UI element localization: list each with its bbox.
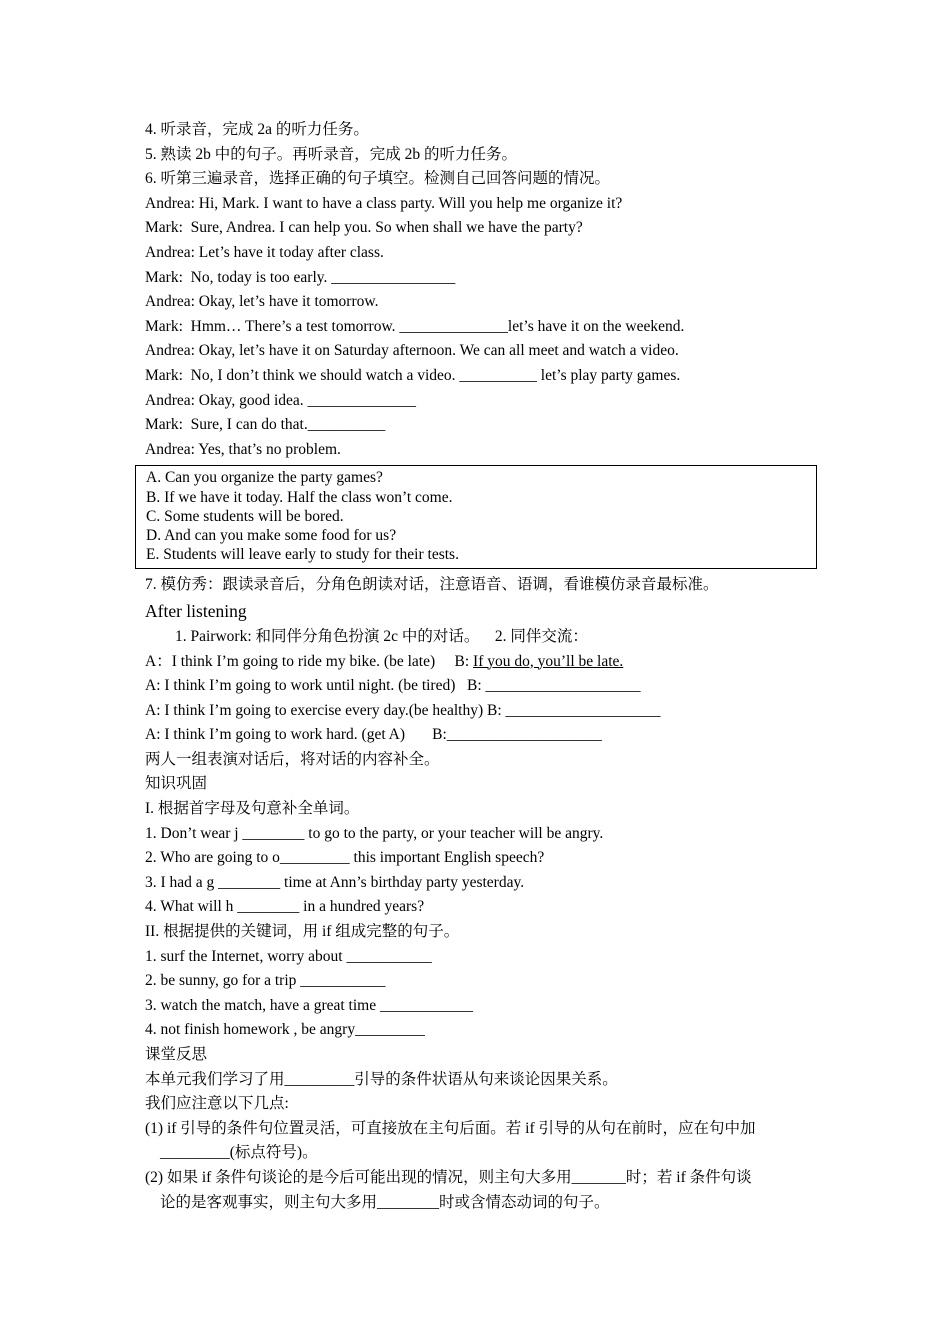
dialogue-line: Mark: No, today is too early. ________________ — [145, 268, 456, 286]
exchange-line — [145, 650, 820, 675]
exchange-line: A: I think I’m going to work hard. (get A) B:____________________ — [145, 726, 602, 744]
if-sentence-item: 1. surf the Internet, worry about ___________ — [145, 947, 432, 965]
reflection-note: 我们应注意以下几点: — [145, 1095, 289, 1113]
answer-option: D. And can you make some food for us? — [146, 526, 397, 544]
if-sentence-title: II. 根据提供的关键词，用 if 组成完整的句子。 — [145, 923, 460, 941]
answer-option: C. Some students will be bored. — [146, 507, 344, 525]
word-completion-item: 2. Who are going to o_________ this important English speech? — [145, 849, 545, 867]
practice-note: 两人一组表演对话后，将对话的内容补全。 — [145, 750, 440, 768]
answer-options-box — [135, 465, 817, 569]
reflection-heading: 课堂反思 — [145, 1046, 208, 1064]
dialogue-line: Andrea: Let’s have it today after class. — [145, 243, 384, 261]
exchange-prompt: A：I think I’m going to ride my bike. (be late) B: — [145, 652, 474, 670]
reflection-point-2-continued: 论的是客观事实，则主句大多用________时或含情态动词的句子。 — [160, 1193, 610, 1211]
dialogue-line: Mark: Sure, Andrea. I can help you. So when shall we have the party? — [145, 219, 583, 237]
dialogue-line: Andrea: Okay, good idea. ______________ — [145, 391, 417, 409]
reflection-summary: 本单元我们学习了用_________引导的条件状语从句来谈论因果关系。 — [145, 1070, 618, 1088]
word-completion-item: 4. What will h ________ in a hundred years? — [145, 898, 425, 916]
listening-step-7: 7. 模仿秀：跟读录音后，分角色朗读对话，注意语音、语调，看谁模仿录音最标准。 — [145, 576, 719, 594]
answer-option: A. Can you organize the party games? — [146, 469, 383, 487]
answer-option: B. If we have it today. Half the class won’t come. — [146, 488, 453, 506]
dialogue-line: Mark: Hmm… There’s a test tomorrow. ______________let’s have it on the weekend. — [145, 317, 685, 335]
exchange-line: A: I think I’m going to exercise every day.(be healthy) B: ____________________ — [145, 701, 661, 719]
knowledge-heading: 知识巩固 — [145, 775, 208, 793]
exchange-line: A: I think I’m going to work until night. (be tired) B: ____________________ — [145, 677, 641, 695]
word-completion-item: 3. I had a g ________ time at Ann’s birthday party yesterday. — [145, 873, 525, 891]
listening-step: 4. 听录音，完成 2a 的听力任务。 — [145, 121, 369, 138]
dialogue-line: Andrea: Okay, let’s have it on Saturday afternoon. We can all meet and watch a video. — [145, 342, 679, 360]
word-completion-title: I. 根据首字母及句意补全单词。 — [145, 800, 360, 818]
reflection-point-1-continued: _________(标点符号)。 — [160, 1144, 318, 1162]
reflection-point-1: (1) if 引导的条件句位置灵活，可直接放在主句后面。若 if 引导的从句在前时，应在句中加 — [145, 1119, 756, 1137]
if-sentence-item: 3. watch the match, have a great time ____________ — [145, 996, 473, 1014]
dialogue-line: Andrea: Yes, that’s no problem. — [145, 440, 341, 458]
dialogue-line: Mark: No, I don’t think we should watch a video. __________ let’s play party games. — [145, 366, 681, 384]
dialogue-line: Andrea: Hi, Mark. I want to have a class party. Will you help me organize it? — [145, 194, 623, 212]
reflection-point-2: (2) 如果 if 条件句谈论的是今后可能出现的情况，则主句大多用_______时；若 if 条件句谈 — [145, 1168, 752, 1186]
word-completion-item: 1. Don’t wear j ________ to go to the party, or your teacher will be angry. — [145, 824, 604, 842]
exchange-sample-answer: If you do, you’ll be late. — [473, 652, 624, 670]
answer-option: E. Students will leave early to study for their tests. — [146, 546, 459, 564]
dialogue-line: Andrea: Okay, let’s have it tomorrow. — [145, 293, 379, 311]
if-sentence-item: 4. not finish homework , be angry_________ — [145, 1021, 425, 1039]
listening-step: 6. 听第三遍录音，选择正确的句子填空。检测自己回答问题的情况。 — [145, 170, 611, 188]
pairwork-instruction: 1. Pairwork: 和同伴分角色扮演 2c 中的对话。 2. 同伴交流： — [175, 627, 588, 645]
if-sentence-item: 2. be sunny, go for a trip ___________ — [145, 972, 386, 990]
listening-step: 5. 熟读 2b 中的句子。再听录音，完成 2b 的听力任务。 — [145, 145, 518, 163]
dialogue-line: Mark: Sure, I can do that.__________ — [145, 416, 386, 434]
after-listening-heading: After listening — [145, 600, 247, 621]
